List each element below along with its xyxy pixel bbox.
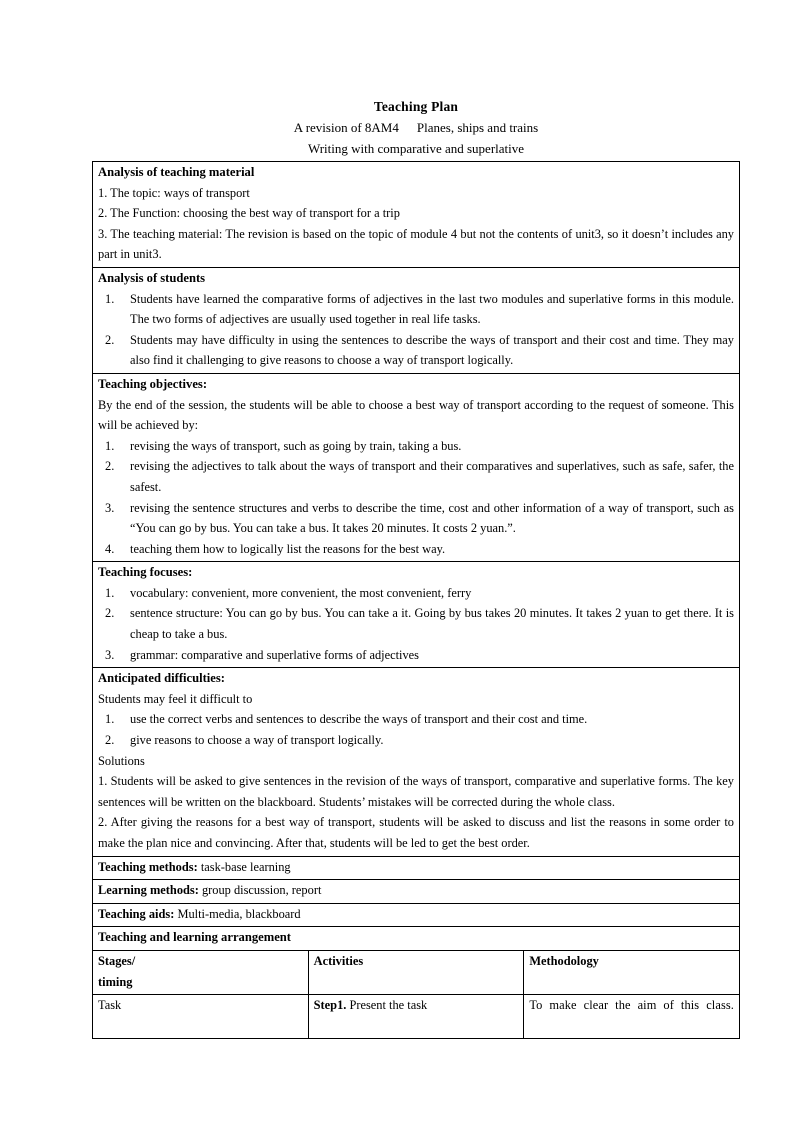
table-row-analysis-students [93, 267, 740, 373]
section-heading-arrangement: Teaching and learning arrangement [98, 930, 291, 945]
list-item-text: vocabulary: convenient, more convenient, the most convenient, ferry [130, 585, 472, 600]
list-item [98, 583, 734, 604]
list-item-number: 2. [105, 606, 115, 621]
table-row-focuses [93, 562, 740, 668]
teaching-aids-value: Multi-media, blackboard [177, 906, 301, 921]
list-item-text: revising the adjectives to talk about the ways of transport and their comparatives and superlatives, such as safe, safer, the safest. [130, 459, 734, 494]
list-item-number: 1. [105, 712, 115, 727]
analysis-material-line-1: 1. The topic: ways of transport [98, 185, 250, 200]
cell-methodology [524, 995, 740, 1039]
subtitle-line-1 [92, 117, 740, 138]
solution-paragraph-2: 2. After giving the reasons for a best way of transport, students will be asked to discuss and list the reasons in some order to make the plan nice and convincing. After that, students will be led to get the best order. [98, 815, 734, 850]
list-item-number: 1. [105, 291, 115, 306]
difficulties-intro: Students may feel it difficult to [98, 691, 253, 706]
list-item-text: give reasons to choose a way of transport logically. [130, 733, 384, 748]
teaching-methods-label: Teaching methods: [98, 859, 198, 874]
table-row-analysis-material [93, 162, 740, 268]
list-item [98, 709, 734, 730]
list-item [98, 436, 734, 457]
analysis-students-list [98, 289, 734, 371]
cell-teaching-aids [93, 903, 740, 927]
table-row-difficulties [93, 668, 740, 856]
list-item-number: 3. [105, 500, 115, 515]
cell-activity [308, 995, 524, 1039]
list-item [98, 603, 734, 644]
teaching-methods-value: task-base learning [200, 859, 291, 874]
list-item [98, 730, 734, 751]
list-item-number: 2. [105, 332, 115, 347]
activity-step-label: Step1. [313, 998, 347, 1013]
teaching-plan-table [92, 161, 740, 1039]
section-heading-analysis-students: Analysis of students [98, 270, 206, 285]
subtitle-revision: A revision of 8AM4 [293, 120, 399, 135]
list-item-text: Students may have difficulty in using the sentences to describe the ways of transport and their cost and time. They may also find it challenging to give reasons to choose a way of transport logically. [130, 332, 734, 368]
subtitle-topic: Planes, ships and trains [416, 120, 539, 135]
cell-analysis-students [93, 267, 740, 373]
section-heading-difficulties: Anticipated difficulties: [98, 671, 225, 686]
cell-teaching-methods [93, 856, 740, 880]
list-item-text: revising the ways of transport, such as going by train, taking a bus. [130, 438, 462, 453]
list-item-number: 1. [105, 438, 115, 453]
column-header-stages-line1: Stages/ [98, 953, 136, 968]
list-item-text: Students have learned the comparative forms of adjectives in the last two modules and superlative forms in this module. The two forms of adjectives are usually used together in real life tasks. [130, 291, 734, 327]
column-header-stages [93, 950, 309, 994]
cell-learning-methods [93, 880, 740, 904]
cell-difficulties [93, 668, 740, 856]
list-item [98, 645, 734, 666]
list-item-text: revising the sentence structures and verbs to describe the time, cost and other information of a way of transport, such as “You can go by bus. You can take a bus. It takes 20 minutes. It costs 2 yuan.”. [130, 500, 734, 536]
page-title: Teaching Plan [373, 99, 459, 114]
table-row-arrangement-header [93, 950, 740, 994]
list-item-number: 3. [105, 647, 115, 662]
solution-paragraph-1: 1. Students will be asked to give sentences in the revision of the ways of transport, comparative and superlative forms. The key sentences will be written on the blackboard. Students’ mistakes will be corrected during the whole class. [98, 774, 734, 809]
list-item-text: sentence structure: You can go by bus. You can take a it. Going by bus takes 20 minutes. It takes 2 yuan to get there. It is cheap to take a bus. [130, 606, 734, 642]
cell-analysis-material [93, 162, 740, 268]
learning-methods-label: Learning methods: [98, 883, 199, 898]
column-header-methodology: Methodology [524, 950, 740, 994]
table-row-learning-methods [93, 880, 740, 904]
list-item [98, 330, 734, 371]
list-item-text: grammar: comparative and superlative forms of adjectives [130, 647, 420, 662]
list-item [98, 539, 734, 560]
section-heading-focuses: Teaching focuses: [98, 565, 193, 580]
section-heading-analysis-material: Analysis of teaching material [98, 165, 255, 179]
list-item-number: 4. [105, 541, 115, 556]
list-item [98, 498, 734, 539]
list-item [98, 456, 734, 497]
column-header-stages-line2: timing [98, 974, 133, 989]
objectives-list [98, 436, 734, 560]
table-row [93, 995, 740, 1039]
table-row-arrangement-heading [93, 927, 740, 951]
list-item-number: 1. [105, 585, 115, 600]
activity-step-text: Present the task [346, 998, 428, 1013]
cell-focuses [93, 562, 740, 668]
list-item-text: use the correct verbs and sentences to describe the ways of transport and their cost and time. [130, 712, 588, 727]
subtitle-line-2: Writing with comparative and superlative [307, 141, 525, 156]
table-row-objectives [93, 373, 740, 561]
list-item [98, 289, 734, 330]
cell-stage: Task [93, 995, 309, 1039]
solutions-label: Solutions [98, 753, 145, 768]
analysis-material-line-3: 3. The teaching material: The revision is based on the topic of module 4 but not the contents of unit3, so it doesn’t includes any part in unit3. [98, 226, 734, 262]
focuses-list [98, 583, 734, 665]
document-header [92, 96, 740, 159]
objectives-intro: By the end of the session, the students will be able to choose a best way of transport according to the request of someone. This will be achieved by: [98, 397, 734, 433]
list-item-number: 2. [105, 733, 115, 748]
methodology-text: To make clear the aim of this class. [529, 998, 734, 1013]
analysis-material-line-2: 2. The Function: choosing the best way of transport for a trip [98, 206, 400, 221]
list-item-text: teaching them how to logically list the reasons for the best way. [130, 541, 446, 556]
teaching-aids-label: Teaching aids: [98, 906, 175, 921]
table-row-teaching-methods [93, 856, 740, 880]
column-header-activities: Activities [308, 950, 524, 994]
list-item-number: 2. [105, 459, 115, 474]
section-heading-objectives: Teaching objectives: [98, 376, 208, 391]
table-row-teaching-aids [93, 903, 740, 927]
cell-objectives [93, 373, 740, 561]
cell-arrangement-heading [93, 927, 740, 951]
difficulties-list [98, 709, 734, 750]
learning-methods-value: group discussion, report [201, 883, 322, 898]
